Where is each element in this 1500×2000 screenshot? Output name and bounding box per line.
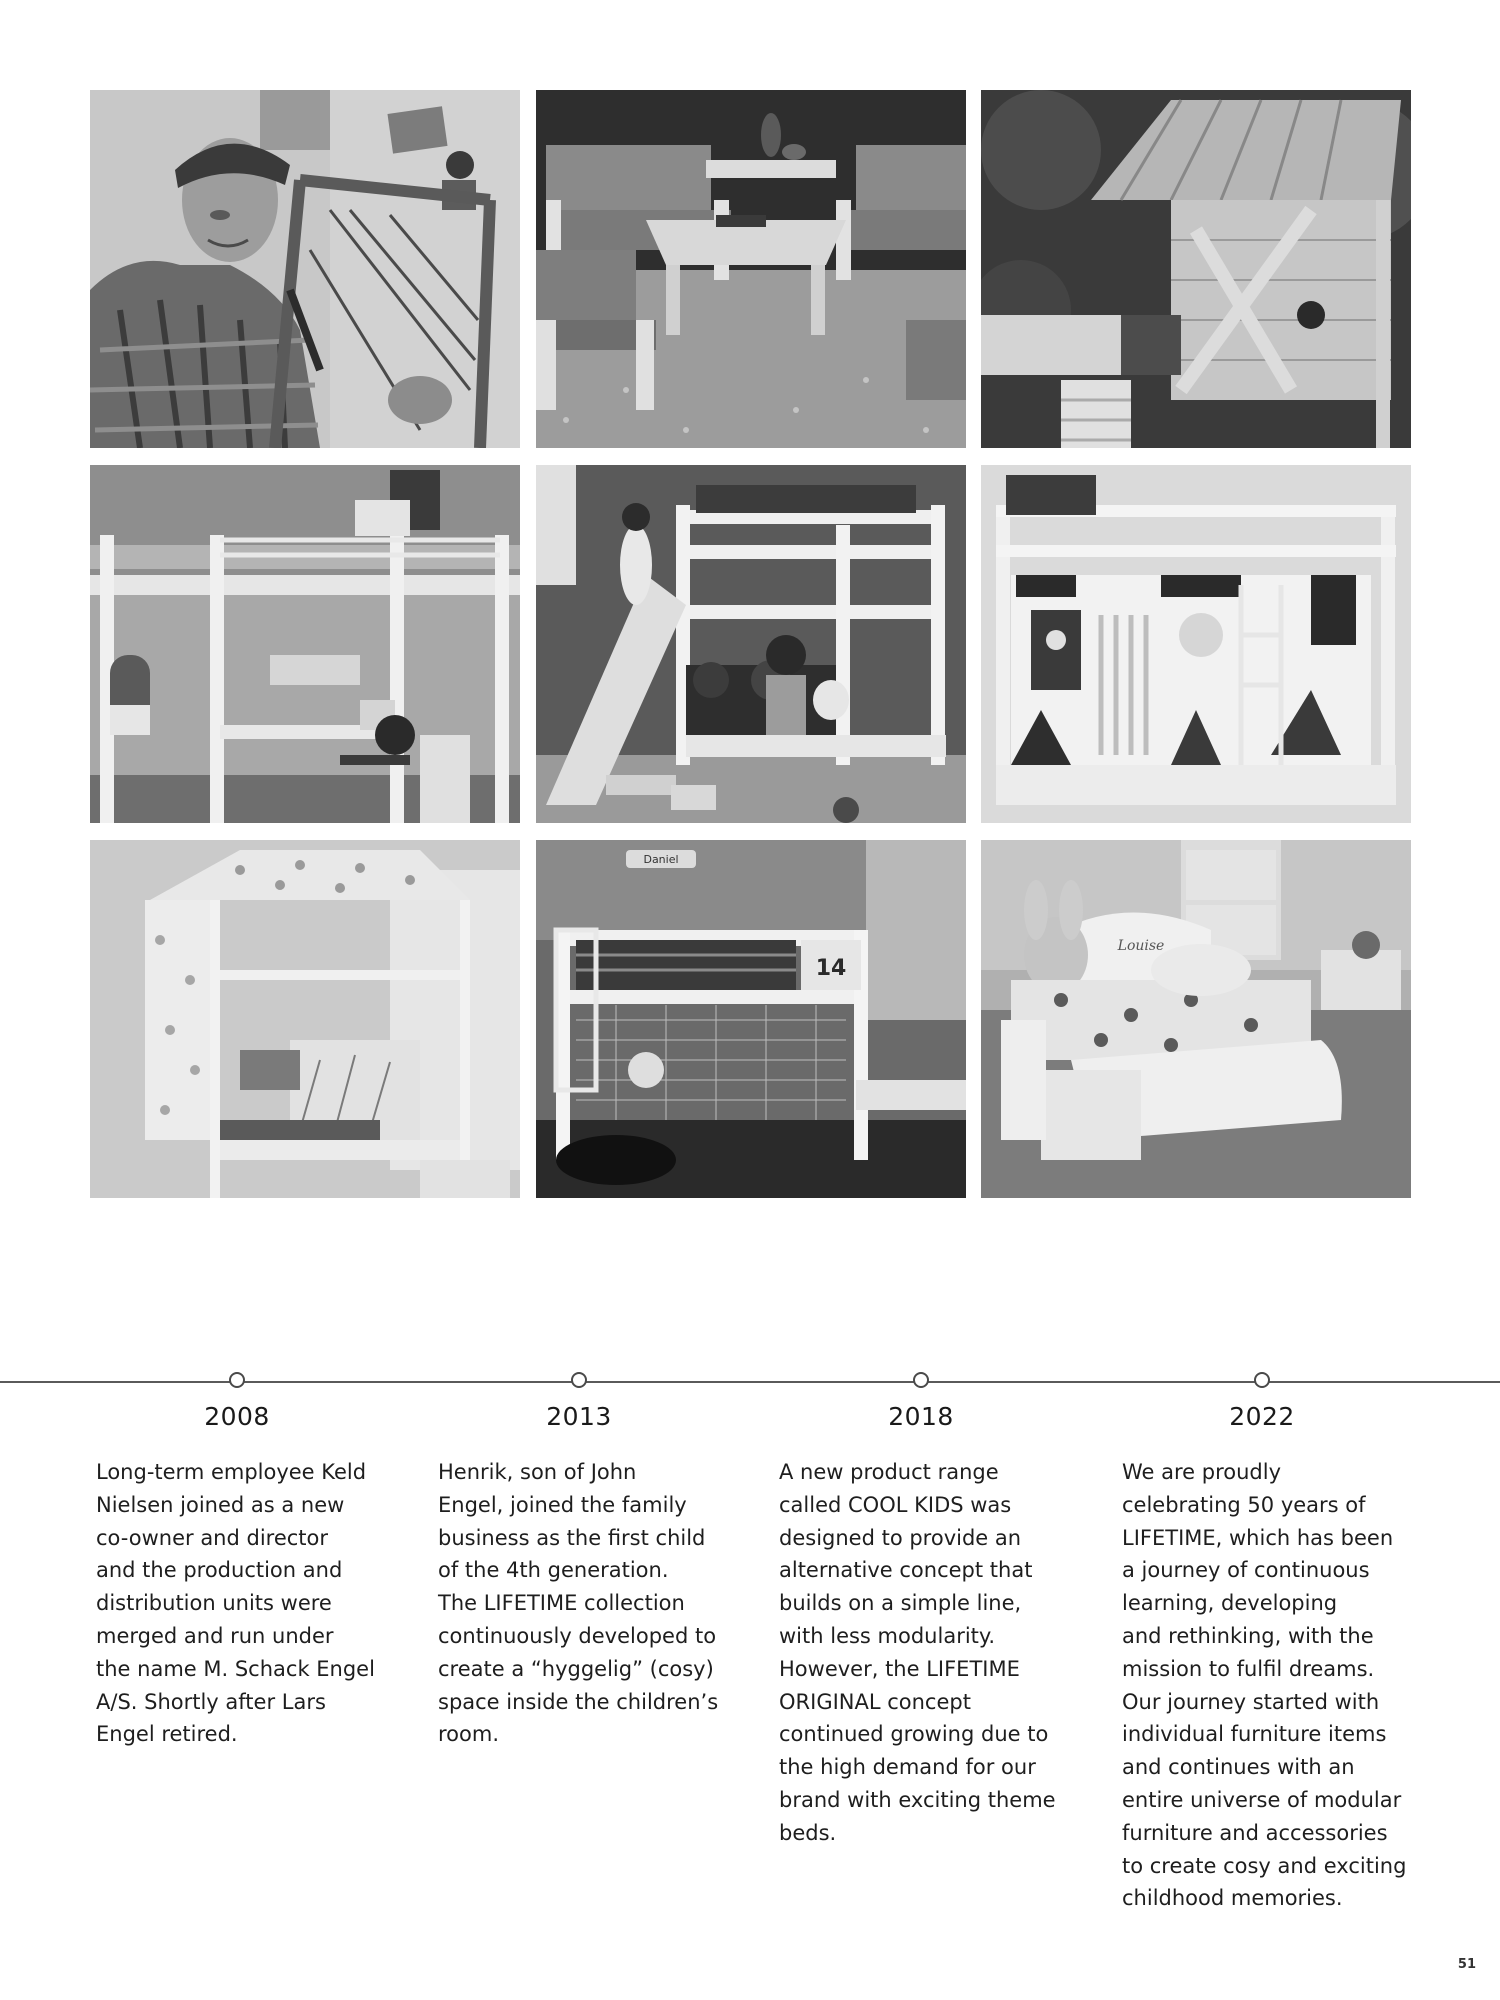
timeline-text-2018	[779, 1456, 1071, 1850]
text-line: room.	[438, 1722, 500, 1747]
text-line: distribution units were	[96, 1591, 332, 1616]
text-line: brand with exciting theme	[779, 1787, 1056, 1812]
photo-craftsman-vintage	[90, 90, 520, 448]
photo-mid-sleeper-football	[536, 840, 966, 1198]
text-line: designed to provide an	[779, 1525, 1022, 1550]
text-line: alternative concept that	[779, 1558, 1033, 1583]
text-line: co-owner and director	[96, 1525, 329, 1550]
timeline-node-2	[571, 1372, 587, 1388]
text-line: Nielsen joined as a new	[96, 1492, 345, 1517]
headboard-name-text: Louise	[1117, 938, 1165, 954]
text-line: childhood memories.	[1122, 1886, 1343, 1911]
text-line: The LIFETIME collection	[438, 1591, 685, 1616]
text-line: mission to fulfil dreams.	[1122, 1656, 1375, 1681]
text-line: Long-term employee Keld	[96, 1460, 367, 1484]
text-line: We are proudly	[1122, 1460, 1282, 1484]
bed-number-text: 14	[815, 956, 847, 981]
text-line: A new product range	[779, 1460, 999, 1484]
text-line: space inside the children’s	[438, 1689, 719, 1714]
name-sign-text: Daniel	[643, 853, 679, 866]
text-line: and rethinking, with the	[1122, 1623, 1374, 1648]
text-line: the name M. Schack Engel	[96, 1656, 375, 1681]
photo-canopy-bed	[90, 840, 520, 1198]
timeline-year: 2022	[1229, 1402, 1295, 1431]
timeline-node-1	[229, 1372, 245, 1388]
text-line: Engel, joined the family	[438, 1492, 687, 1517]
text-line: builds on a simple line,	[779, 1591, 1022, 1616]
text-line: furniture and accessories	[1122, 1820, 1388, 1845]
text-line: create a “hyggelig” (cosy)	[438, 1656, 714, 1681]
text-line: learning, developing	[1122, 1591, 1338, 1616]
text-line: to create cosy and exciting	[1122, 1853, 1407, 1878]
text-line: a journey of continuous	[1122, 1558, 1370, 1583]
timeline-text-2022	[1122, 1456, 1414, 1915]
timeline-line	[0, 1381, 1500, 1383]
text-line: beds.	[779, 1820, 837, 1845]
text-line: continuously developed to	[438, 1623, 717, 1648]
timeline-year: 2008	[204, 1402, 270, 1431]
photo-loft-bed-desk	[90, 465, 520, 823]
timeline-year: 2018	[888, 1402, 954, 1431]
photo-living-room-sofas	[536, 90, 966, 448]
photo-playhouse-forest	[981, 90, 1411, 448]
text-line: called COOL KIDS was	[779, 1492, 1012, 1517]
text-line: Henrik, son of John	[438, 1460, 637, 1484]
timeline-text-2008	[96, 1456, 388, 1751]
text-line: continued growing due to	[779, 1722, 1049, 1747]
text-line: ORIGINAL concept	[779, 1689, 971, 1714]
text-line: individual furniture items	[1122, 1722, 1387, 1747]
text-line: business as the first child	[438, 1525, 706, 1550]
photo-bunk-bed-slide	[536, 465, 966, 823]
text-line: and continues with an	[1122, 1755, 1355, 1780]
photo-bunk-bed-curtain	[981, 465, 1411, 823]
photo-toddler-bed-bunny	[981, 840, 1411, 1198]
text-line: of the 4th generation.	[438, 1558, 669, 1583]
text-line: celebrating 50 years of	[1122, 1492, 1366, 1517]
text-line: and the production and	[96, 1558, 343, 1583]
timeline-node-4	[1254, 1372, 1270, 1388]
text-line: merged and run under	[96, 1623, 334, 1648]
page-number: 51	[1457, 1957, 1476, 1972]
text-line: with less modularity.	[779, 1623, 995, 1648]
text-line: However, the LIFETIME	[779, 1656, 1020, 1681]
timeline-node-3	[913, 1372, 929, 1388]
text-line: Engel retired.	[96, 1722, 238, 1747]
text-line: LIFETIME, which has been	[1122, 1525, 1394, 1550]
text-line: entire universe of modular	[1122, 1787, 1402, 1812]
text-line: Our journey started with	[1122, 1689, 1380, 1714]
text-line: the high demand for our	[779, 1755, 1036, 1780]
timeline-text-2013	[438, 1456, 730, 1751]
timeline-year: 2013	[546, 1402, 612, 1431]
text-line: A/S. Shortly after Lars	[96, 1689, 326, 1714]
